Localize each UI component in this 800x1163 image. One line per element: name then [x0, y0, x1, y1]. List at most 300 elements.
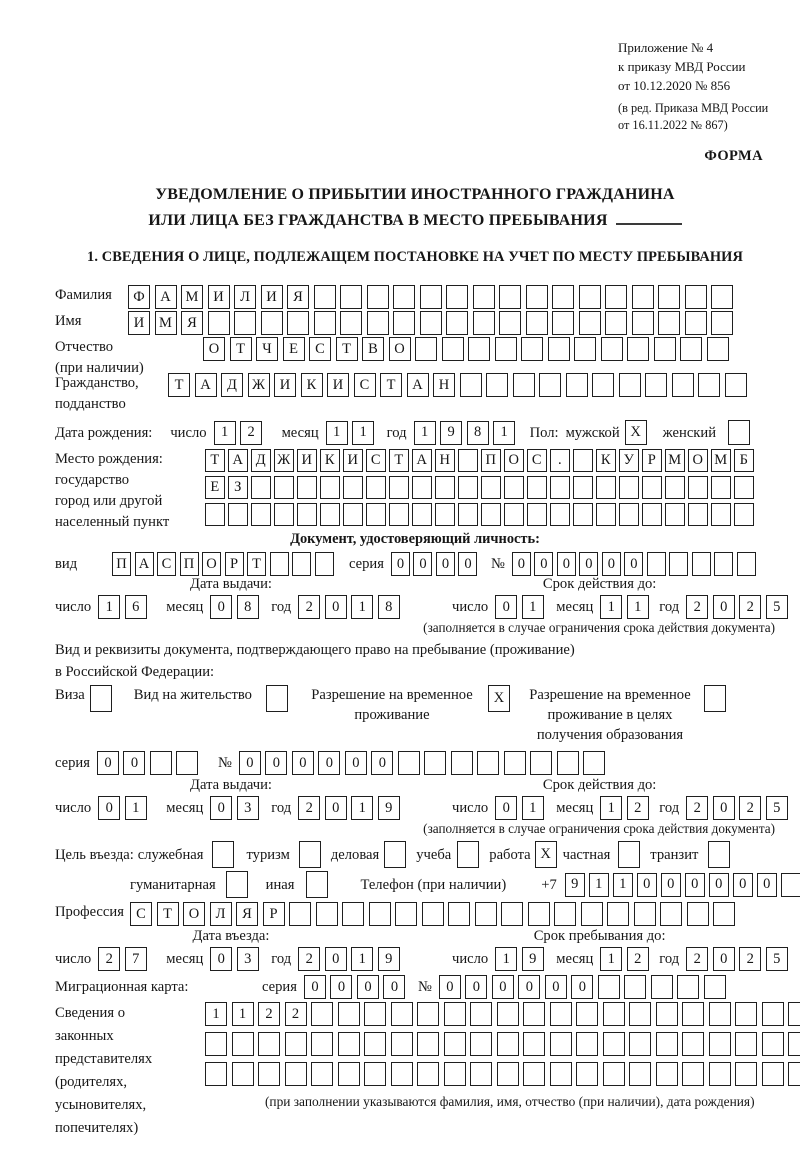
- char-cell[interactable]: [412, 476, 432, 499]
- char-cell[interactable]: [460, 373, 482, 397]
- char-cell[interactable]: О: [203, 337, 225, 361]
- purpose-other-checkbox[interactable]: [306, 871, 328, 898]
- char-cell[interactable]: [632, 285, 654, 309]
- char-cell[interactable]: [391, 1002, 413, 1026]
- char-cell[interactable]: [316, 902, 338, 926]
- char-cell[interactable]: И: [128, 311, 150, 335]
- char-cell[interactable]: [446, 311, 468, 335]
- char-cell[interactable]: [232, 1062, 254, 1086]
- char-cell[interactable]: [367, 311, 389, 335]
- char-cell[interactable]: [393, 285, 415, 309]
- char-cell[interactable]: 0: [413, 552, 432, 576]
- char-cell[interactable]: [470, 1002, 492, 1026]
- identity-expiry-year-boxes[interactable]: [686, 595, 792, 619]
- char-cell[interactable]: 0: [292, 751, 314, 775]
- stay-day-boxes[interactable]: [495, 947, 548, 971]
- residence-number-boxes[interactable]: [239, 751, 610, 775]
- char-cell[interactable]: [711, 476, 731, 499]
- char-cell[interactable]: [680, 337, 702, 361]
- char-cell[interactable]: [685, 311, 707, 335]
- char-cell[interactable]: [320, 503, 340, 526]
- char-cell[interactable]: [734, 503, 754, 526]
- char-cell[interactable]: [552, 285, 574, 309]
- char-cell[interactable]: [596, 476, 616, 499]
- char-cell[interactable]: [579, 311, 601, 335]
- char-cell[interactable]: [338, 1062, 360, 1086]
- char-cell[interactable]: [714, 552, 733, 576]
- char-cell[interactable]: [619, 373, 641, 397]
- purpose-business-checkbox[interactable]: [384, 841, 406, 868]
- char-cell[interactable]: [711, 503, 731, 526]
- char-cell[interactable]: М: [155, 311, 177, 335]
- char-cell[interactable]: [607, 902, 629, 926]
- char-cell[interactable]: 0: [436, 552, 455, 576]
- char-cell[interactable]: Д: [221, 373, 243, 397]
- char-cell[interactable]: [603, 1032, 625, 1056]
- char-cell[interactable]: М: [181, 285, 203, 309]
- char-cell[interactable]: Я: [287, 285, 309, 309]
- char-cell[interactable]: 2: [258, 1002, 280, 1026]
- char-cell[interactable]: [642, 476, 662, 499]
- char-cell[interactable]: 0: [123, 751, 145, 775]
- char-cell[interactable]: [632, 311, 654, 335]
- char-cell[interactable]: [395, 902, 417, 926]
- char-cell[interactable]: 0: [318, 751, 340, 775]
- char-cell[interactable]: [682, 1032, 704, 1056]
- char-cell[interactable]: К: [301, 373, 323, 397]
- char-cell[interactable]: 0: [458, 552, 477, 576]
- char-cell[interactable]: А: [155, 285, 177, 309]
- stay-month-boxes[interactable]: [600, 947, 653, 971]
- char-cell[interactable]: [364, 1062, 386, 1086]
- char-cell[interactable]: И: [343, 449, 363, 472]
- char-cell[interactable]: [762, 1062, 784, 1086]
- char-cell[interactable]: 2: [686, 595, 708, 619]
- char-cell[interactable]: Л: [234, 285, 256, 309]
- char-cell[interactable]: [232, 1032, 254, 1056]
- char-cell[interactable]: К: [320, 449, 340, 472]
- char-cell[interactable]: С: [130, 902, 152, 926]
- char-cell[interactable]: [523, 1032, 545, 1056]
- char-cell[interactable]: [654, 337, 676, 361]
- char-cell[interactable]: [605, 311, 627, 335]
- char-cell[interactable]: Е: [205, 476, 225, 499]
- char-cell[interactable]: [658, 285, 680, 309]
- char-cell[interactable]: 0: [304, 975, 326, 999]
- char-cell[interactable]: [444, 1002, 466, 1026]
- char-cell[interactable]: 1: [493, 421, 515, 445]
- char-cell[interactable]: О: [504, 449, 524, 472]
- sex-female-checkbox[interactable]: [728, 420, 750, 445]
- entry-month-boxes[interactable]: [210, 947, 263, 971]
- char-cell[interactable]: .: [550, 449, 570, 472]
- migration-series-boxes[interactable]: [304, 975, 410, 999]
- char-cell[interactable]: [477, 751, 499, 775]
- char-cell[interactable]: О: [389, 337, 411, 361]
- char-cell[interactable]: [497, 1032, 519, 1056]
- birthplace-row2-boxes[interactable]: [205, 476, 757, 499]
- char-cell[interactable]: [340, 285, 362, 309]
- char-cell[interactable]: Е: [283, 337, 305, 361]
- char-cell[interactable]: [709, 1002, 731, 1026]
- identity-issue-year-boxes[interactable]: [298, 595, 404, 619]
- temp-residence-edu-checkbox[interactable]: [704, 685, 726, 712]
- char-cell[interactable]: 1: [600, 595, 622, 619]
- char-cell[interactable]: [735, 1032, 757, 1056]
- char-cell[interactable]: Ж: [248, 373, 270, 397]
- char-cell[interactable]: П: [180, 552, 199, 576]
- char-cell[interactable]: М: [711, 449, 731, 472]
- char-cell[interactable]: [205, 1032, 227, 1056]
- char-cell[interactable]: [481, 476, 501, 499]
- char-cell[interactable]: [442, 337, 464, 361]
- char-cell[interactable]: 0: [210, 595, 232, 619]
- char-cell[interactable]: И: [327, 373, 349, 397]
- char-cell[interactable]: 2: [298, 947, 320, 971]
- char-cell[interactable]: 0: [713, 947, 735, 971]
- char-cell[interactable]: 0: [439, 975, 461, 999]
- char-cell[interactable]: 8: [467, 421, 489, 445]
- char-cell[interactable]: 0: [325, 796, 347, 820]
- purpose-study-checkbox[interactable]: [457, 841, 479, 868]
- char-cell[interactable]: [501, 902, 523, 926]
- char-cell[interactable]: 1: [414, 421, 436, 445]
- char-cell[interactable]: [576, 1062, 598, 1086]
- char-cell[interactable]: [603, 1062, 625, 1086]
- char-cell[interactable]: 1: [352, 421, 374, 445]
- char-cell[interactable]: [497, 1002, 519, 1026]
- identity-type-boxes[interactable]: [112, 552, 337, 576]
- purpose-work-checkbox[interactable]: X: [535, 841, 557, 868]
- char-cell[interactable]: [367, 285, 389, 309]
- char-cell[interactable]: [629, 1032, 651, 1056]
- char-cell[interactable]: 5: [766, 595, 788, 619]
- char-cell[interactable]: [725, 373, 747, 397]
- char-cell[interactable]: [435, 476, 455, 499]
- entry-year-boxes[interactable]: [298, 947, 404, 971]
- visa-checkbox[interactable]: [90, 685, 112, 712]
- purpose-tourism-checkbox[interactable]: [299, 841, 321, 868]
- char-cell[interactable]: [338, 1032, 360, 1056]
- char-cell[interactable]: [420, 311, 442, 335]
- char-cell[interactable]: [619, 476, 639, 499]
- char-cell[interactable]: Д: [251, 449, 271, 472]
- char-cell[interactable]: [364, 1002, 386, 1026]
- char-cell[interactable]: [451, 751, 473, 775]
- char-cell[interactable]: [598, 975, 620, 999]
- char-cell[interactable]: [150, 751, 172, 775]
- char-cell[interactable]: Т: [380, 373, 402, 397]
- char-cell[interactable]: [735, 1062, 757, 1086]
- char-cell[interactable]: [788, 1002, 800, 1026]
- char-cell[interactable]: Т: [247, 552, 266, 576]
- residence-expiry-month-boxes[interactable]: [600, 796, 653, 820]
- char-cell[interactable]: [707, 337, 729, 361]
- char-cell[interactable]: К: [596, 449, 616, 472]
- char-cell[interactable]: [234, 311, 256, 335]
- char-cell[interactable]: 0: [210, 947, 232, 971]
- char-cell[interactable]: [289, 902, 311, 926]
- char-cell[interactable]: [314, 311, 336, 335]
- char-cell[interactable]: [704, 975, 726, 999]
- citizenship-boxes[interactable]: [168, 373, 751, 397]
- char-cell[interactable]: [473, 311, 495, 335]
- char-cell[interactable]: [528, 902, 550, 926]
- char-cell[interactable]: С: [309, 337, 331, 361]
- char-cell[interactable]: [287, 311, 309, 335]
- residence-issue-year-boxes[interactable]: [298, 796, 404, 820]
- char-cell[interactable]: 1: [326, 421, 348, 445]
- char-cell[interactable]: 0: [492, 975, 514, 999]
- char-cell[interactable]: [550, 503, 570, 526]
- char-cell[interactable]: С: [354, 373, 376, 397]
- char-cell[interactable]: 2: [739, 947, 761, 971]
- char-cell[interactable]: [660, 902, 682, 926]
- char-cell[interactable]: [497, 1062, 519, 1086]
- char-cell[interactable]: 1: [125, 796, 147, 820]
- char-cell[interactable]: [619, 503, 639, 526]
- char-cell[interactable]: [737, 552, 756, 576]
- char-cell[interactable]: Ж: [274, 449, 294, 472]
- char-cell[interactable]: [391, 1032, 413, 1056]
- char-cell[interactable]: 0: [391, 552, 410, 576]
- char-cell[interactable]: 1: [351, 595, 373, 619]
- identity-number-boxes[interactable]: [512, 552, 760, 576]
- char-cell[interactable]: [320, 476, 340, 499]
- char-cell[interactable]: [366, 476, 386, 499]
- char-cell[interactable]: А: [195, 373, 217, 397]
- purpose-private-checkbox[interactable]: [618, 841, 640, 868]
- entry-day-boxes[interactable]: [98, 947, 151, 971]
- char-cell[interactable]: [424, 751, 446, 775]
- char-cell[interactable]: [548, 337, 570, 361]
- char-cell[interactable]: 0: [713, 796, 735, 820]
- char-cell[interactable]: [603, 1002, 625, 1026]
- char-cell[interactable]: [369, 902, 391, 926]
- char-cell[interactable]: 2: [627, 947, 649, 971]
- birth-day-boxes[interactable]: [214, 421, 267, 445]
- char-cell[interactable]: [342, 902, 364, 926]
- char-cell[interactable]: [642, 503, 662, 526]
- char-cell[interactable]: [698, 373, 720, 397]
- char-cell[interactable]: 1: [214, 421, 236, 445]
- char-cell[interactable]: 0: [571, 975, 593, 999]
- char-cell[interactable]: [470, 1032, 492, 1056]
- char-cell[interactable]: 7: [125, 947, 147, 971]
- char-cell[interactable]: 0: [465, 975, 487, 999]
- char-cell[interactable]: [340, 311, 362, 335]
- char-cell[interactable]: [311, 1062, 333, 1086]
- char-cell[interactable]: О: [202, 552, 221, 576]
- char-cell[interactable]: [527, 503, 547, 526]
- char-cell[interactable]: 1: [600, 796, 622, 820]
- char-cell[interactable]: 1: [351, 796, 373, 820]
- char-cell[interactable]: [274, 503, 294, 526]
- char-cell[interactable]: [176, 751, 198, 775]
- char-cell[interactable]: [592, 373, 614, 397]
- char-cell[interactable]: 1: [613, 873, 633, 897]
- profession-boxes[interactable]: [130, 902, 740, 926]
- char-cell[interactable]: [605, 285, 627, 309]
- char-cell[interactable]: С: [157, 552, 176, 576]
- identity-expiry-month-boxes[interactable]: [600, 595, 653, 619]
- char-cell[interactable]: 1: [351, 947, 373, 971]
- char-cell[interactable]: 2: [285, 1002, 307, 1026]
- residence-series-boxes[interactable]: [97, 751, 203, 775]
- char-cell[interactable]: 2: [240, 421, 262, 445]
- char-cell[interactable]: [574, 337, 596, 361]
- char-cell[interactable]: 1: [627, 595, 649, 619]
- birth-month-boxes[interactable]: [326, 421, 379, 445]
- char-cell[interactable]: [645, 373, 667, 397]
- char-cell[interactable]: 2: [686, 947, 708, 971]
- char-cell[interactable]: 0: [733, 873, 753, 897]
- char-cell[interactable]: А: [407, 373, 429, 397]
- char-cell[interactable]: 2: [627, 796, 649, 820]
- char-cell[interactable]: [665, 503, 685, 526]
- char-cell[interactable]: 2: [739, 796, 761, 820]
- char-cell[interactable]: Т: [168, 373, 190, 397]
- char-cell[interactable]: [495, 337, 517, 361]
- migration-number-boxes[interactable]: [439, 975, 731, 999]
- char-cell[interactable]: Я: [236, 902, 258, 926]
- char-cell[interactable]: [475, 902, 497, 926]
- char-cell[interactable]: У: [619, 449, 639, 472]
- char-cell[interactable]: [762, 1002, 784, 1026]
- char-cell[interactable]: [526, 285, 548, 309]
- char-cell[interactable]: 5: [766, 947, 788, 971]
- char-cell[interactable]: [658, 311, 680, 335]
- char-cell[interactable]: 0: [579, 552, 598, 576]
- char-cell[interactable]: [557, 751, 579, 775]
- birthplace-row3-boxes[interactable]: [205, 503, 757, 526]
- char-cell[interactable]: Р: [225, 552, 244, 576]
- char-cell[interactable]: Н: [435, 449, 455, 472]
- char-cell[interactable]: 0: [602, 552, 621, 576]
- char-cell[interactable]: [422, 902, 444, 926]
- char-cell[interactable]: [258, 1032, 280, 1056]
- char-cell[interactable]: [709, 1032, 731, 1056]
- char-cell[interactable]: 0: [345, 751, 367, 775]
- sex-male-checkbox[interactable]: X: [625, 420, 647, 445]
- char-cell[interactable]: [468, 337, 490, 361]
- char-cell[interactable]: [762, 1032, 784, 1056]
- char-cell[interactable]: 1: [522, 595, 544, 619]
- char-cell[interactable]: [627, 337, 649, 361]
- char-cell[interactable]: 8: [237, 595, 259, 619]
- char-cell[interactable]: [270, 552, 289, 576]
- char-cell[interactable]: 0: [325, 947, 347, 971]
- char-cell[interactable]: [576, 1032, 598, 1056]
- char-cell[interactable]: 0: [545, 975, 567, 999]
- char-cell[interactable]: [297, 476, 317, 499]
- char-cell[interactable]: Т: [336, 337, 358, 361]
- char-cell[interactable]: [656, 1002, 678, 1026]
- char-cell[interactable]: [343, 476, 363, 499]
- char-cell[interactable]: 1: [232, 1002, 254, 1026]
- char-cell[interactable]: [285, 1032, 307, 1056]
- char-cell[interactable]: 1: [600, 947, 622, 971]
- char-cell[interactable]: 0: [495, 595, 517, 619]
- char-cell[interactable]: И: [208, 285, 230, 309]
- char-cell[interactable]: З: [228, 476, 248, 499]
- identity-series-boxes[interactable]: [391, 552, 481, 576]
- char-cell[interactable]: Т: [157, 902, 179, 926]
- char-cell[interactable]: 2: [298, 595, 320, 619]
- purpose-official-checkbox[interactable]: [212, 841, 234, 868]
- char-cell[interactable]: [444, 1062, 466, 1086]
- char-cell[interactable]: [539, 373, 561, 397]
- birth-year-boxes[interactable]: [414, 421, 520, 445]
- char-cell[interactable]: Б: [734, 449, 754, 472]
- char-cell[interactable]: [311, 1032, 333, 1056]
- char-cell[interactable]: Т: [230, 337, 252, 361]
- char-cell[interactable]: [205, 503, 225, 526]
- char-cell[interactable]: 0: [330, 975, 352, 999]
- char-cell[interactable]: 0: [97, 751, 119, 775]
- char-cell[interactable]: [473, 285, 495, 309]
- char-cell[interactable]: 9: [440, 421, 462, 445]
- char-cell[interactable]: 0: [325, 595, 347, 619]
- char-cell[interactable]: [665, 476, 685, 499]
- representatives-row2-boxes[interactable]: [205, 1032, 800, 1056]
- char-cell[interactable]: 0: [685, 873, 705, 897]
- char-cell[interactable]: [458, 476, 478, 499]
- residence-issue-month-boxes[interactable]: [210, 796, 263, 820]
- char-cell[interactable]: 2: [298, 796, 320, 820]
- char-cell[interactable]: 0: [709, 873, 729, 897]
- char-cell[interactable]: 0: [98, 796, 120, 820]
- char-cell[interactable]: [788, 1062, 800, 1086]
- birthplace-row1-boxes[interactable]: [205, 449, 757, 472]
- char-cell[interactable]: 0: [239, 751, 261, 775]
- char-cell[interactable]: [576, 1002, 598, 1026]
- char-cell[interactable]: 8: [378, 595, 400, 619]
- char-cell[interactable]: [417, 1002, 439, 1026]
- char-cell[interactable]: Т: [389, 449, 409, 472]
- char-cell[interactable]: 9: [378, 947, 400, 971]
- char-cell[interactable]: [458, 503, 478, 526]
- char-cell[interactable]: [552, 311, 574, 335]
- char-cell[interactable]: О: [688, 449, 708, 472]
- char-cell[interactable]: [672, 373, 694, 397]
- char-cell[interactable]: [417, 1062, 439, 1086]
- char-cell[interactable]: С: [527, 449, 547, 472]
- char-cell[interactable]: [629, 1062, 651, 1086]
- char-cell[interactable]: 3: [237, 947, 259, 971]
- residence-expiry-year-boxes[interactable]: [686, 796, 792, 820]
- char-cell[interactable]: М: [665, 449, 685, 472]
- char-cell[interactable]: С: [366, 449, 386, 472]
- char-cell[interactable]: Р: [642, 449, 662, 472]
- char-cell[interactable]: 0: [265, 751, 287, 775]
- char-cell[interactable]: 0: [661, 873, 681, 897]
- char-cell[interactable]: 0: [371, 751, 393, 775]
- char-cell[interactable]: [205, 1062, 227, 1086]
- char-cell[interactable]: 3: [237, 796, 259, 820]
- surname-boxes[interactable]: [128, 285, 738, 309]
- char-cell[interactable]: [389, 503, 409, 526]
- char-cell[interactable]: [521, 337, 543, 361]
- char-cell[interactable]: [504, 751, 526, 775]
- char-cell[interactable]: Т: [205, 449, 225, 472]
- char-cell[interactable]: А: [412, 449, 432, 472]
- char-cell[interactable]: [338, 1002, 360, 1026]
- char-cell[interactable]: [581, 902, 603, 926]
- char-cell[interactable]: 1: [589, 873, 609, 897]
- char-cell[interactable]: 9: [378, 796, 400, 820]
- char-cell[interactable]: [573, 476, 593, 499]
